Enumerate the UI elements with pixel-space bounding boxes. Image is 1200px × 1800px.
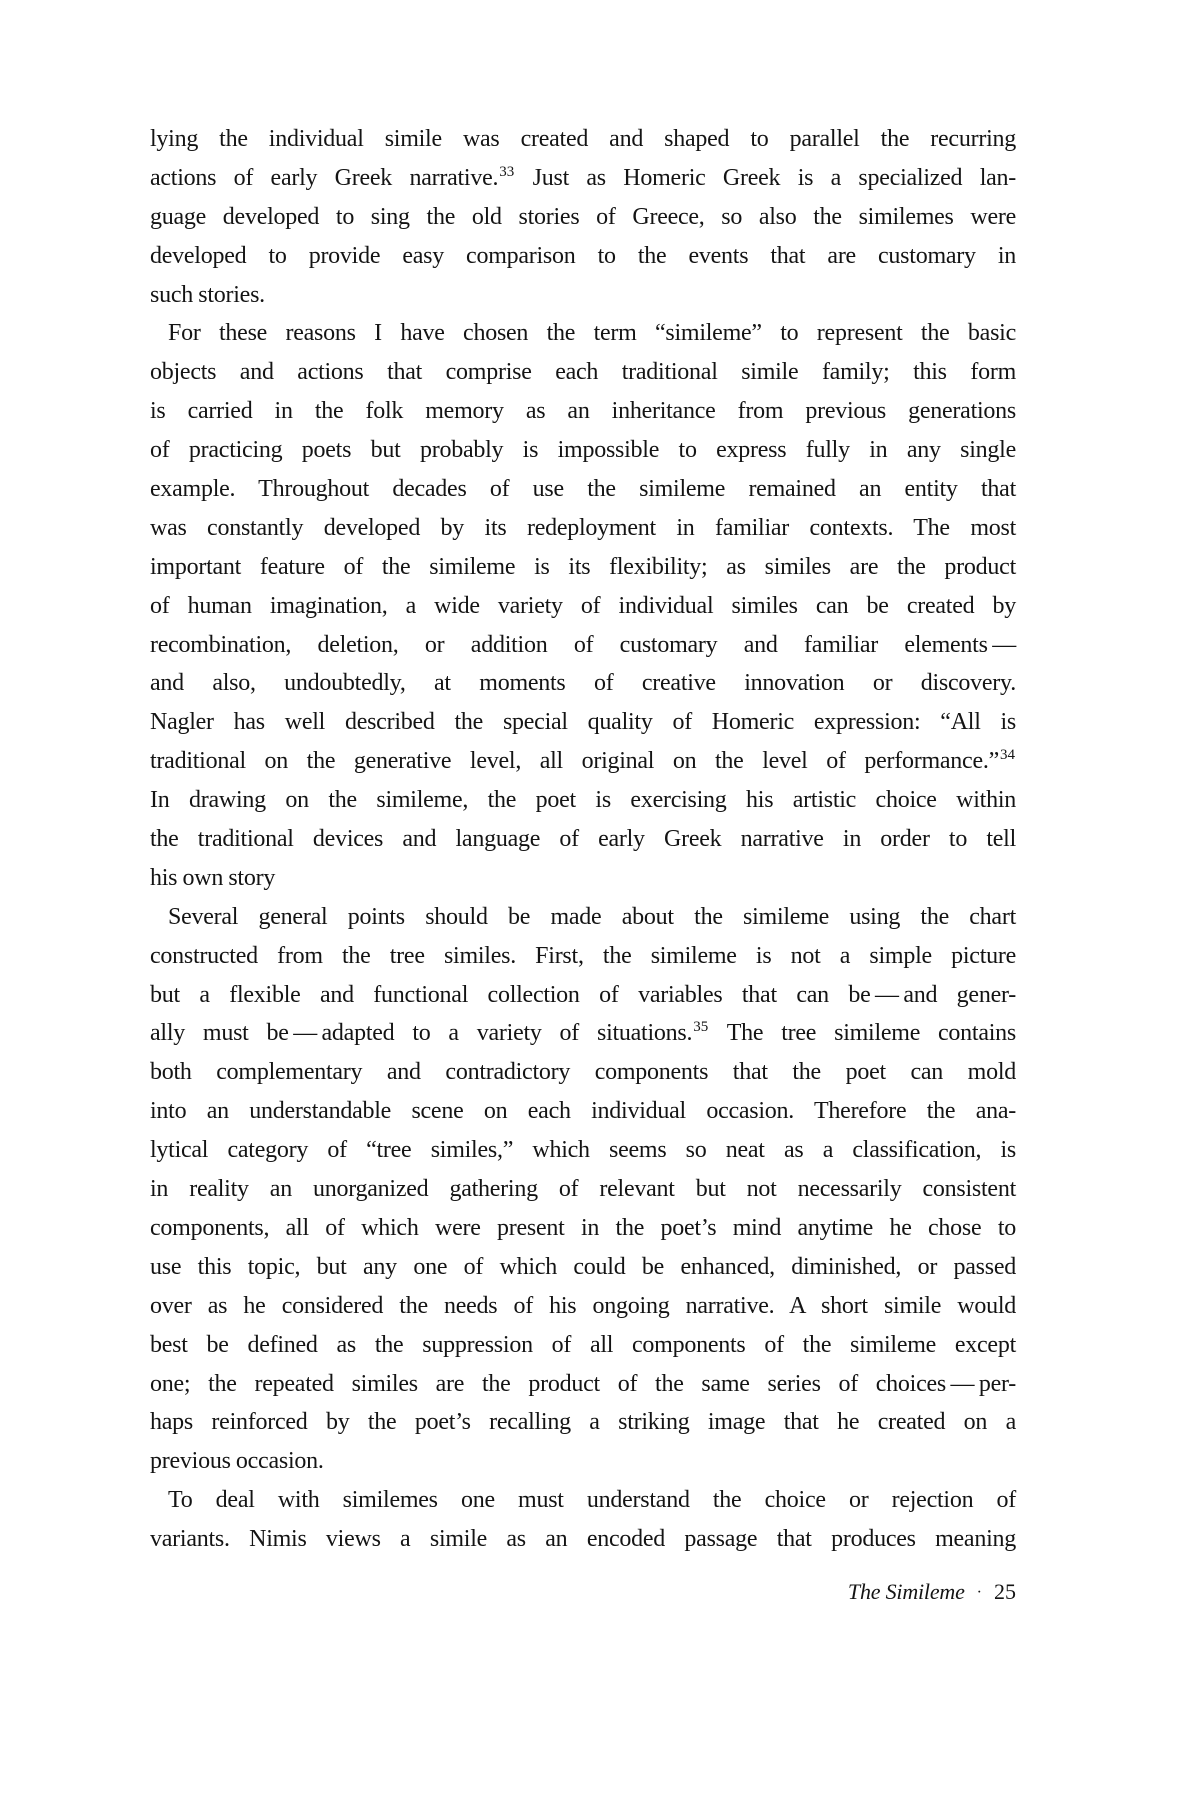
footnote-marker: 35: [693, 1019, 709, 1036]
text-run: previous occasion.: [150, 1448, 324, 1475]
text-run: use this topic, but any one of which could be enhanced, diminished, or passed: [150, 1253, 1016, 1280]
text-line: [150, 470, 1016, 509]
text-line: [150, 1014, 1016, 1053]
text-line: [150, 781, 1016, 820]
text-line: [150, 664, 1016, 703]
text-line: [150, 392, 1016, 431]
text-line: [150, 509, 1016, 548]
footer-separator: ·: [976, 1584, 982, 1601]
text-line: [150, 859, 1016, 898]
text-line: [150, 1170, 1016, 1209]
running-title: The Simileme: [847, 1579, 965, 1604]
text-run: lytical category of “tree similes,” which seems so neat as a classification, is: [150, 1137, 1016, 1164]
text-line: [150, 1209, 1016, 1248]
text-line: [150, 198, 1016, 237]
text-run: The tree simileme contains: [709, 1020, 1016, 1047]
text-run: Nagler has well described the special quality of Homeric expression: “All is: [150, 709, 1016, 736]
text-line: [150, 898, 1016, 937]
text-run: in reality an unorganized gathering of relevant but not necessarily consistent: [150, 1176, 1016, 1203]
text-run: is carried in the folk memory as an inheritance from previous generations: [150, 398, 1016, 425]
text-run: was constantly developed by its redeployment in familiar contexts. The most: [150, 514, 1016, 541]
text-line: [150, 1365, 1016, 1404]
text-line: [150, 820, 1016, 859]
text-line: [150, 1481, 1016, 1520]
text-run: the traditional devices and language of early Greek narrative in order to tell: [150, 826, 1016, 853]
text-run: constructed from the tree similes. First, the simileme is not a simple picture: [150, 942, 1016, 969]
text-run: variants. Nimis views a simile as an encoded passage that produces meaning: [150, 1526, 1016, 1553]
text-run: ally must be — adapted to a variety of situations.: [150, 1020, 693, 1047]
paragraph: [150, 120, 1016, 314]
text-line: [150, 742, 1016, 781]
text-line: [150, 1442, 1016, 1481]
text-line: [150, 1131, 1016, 1170]
text-run: one; the repeated similes are the product of the same series of choices — per-: [150, 1370, 1016, 1397]
text-run: actions of early Greek narrative.: [150, 164, 499, 191]
paragraph: [150, 898, 1016, 1481]
text-run: of human imagination, a wide variety of individual similes can be created by: [150, 592, 1016, 619]
text-run: but a flexible and functional collection of variables that can be — and gener-: [150, 981, 1016, 1008]
text-line: [150, 703, 1016, 742]
text-run: objects and actions that comprise each traditional simile family; this form: [150, 359, 1016, 386]
text-line: [150, 1520, 1016, 1559]
text-line: [150, 1326, 1016, 1365]
text-line: [150, 1403, 1016, 1442]
text-run: into an understandable scene on each individual occasion. Therefore the ana-: [150, 1098, 1016, 1125]
text-run: best be defined as the suppression of all components of the simileme except: [150, 1331, 1016, 1358]
text-run: Several general points should be made about the simileme using the chart: [168, 903, 1016, 930]
text-line: [150, 937, 1016, 976]
text-line: [150, 1287, 1016, 1326]
text-run: such stories.: [150, 281, 265, 308]
text-line: [150, 431, 1016, 470]
paragraph: [150, 1481, 1016, 1559]
footnote-marker: 34: [1000, 747, 1015, 764]
text-run: recombination, deletion, or addition of customary and familiar elements —: [150, 631, 1016, 658]
text-run: For these reasons I have chosen the term “simileme” to represent the basic: [168, 320, 1016, 347]
text-run: components, all of which were present in the poet’s mind anytime he chose to: [150, 1214, 1016, 1241]
text-run: lying the individual simile was created and shaped to parallel the recurring: [150, 126, 1016, 152]
text-run: over as he considered the needs of his ongoing narrative. A short simile would: [150, 1292, 1016, 1319]
text-run: guage developed to sing the old stories of Greece, so also the similemes were: [150, 203, 1016, 230]
text-run: To deal with similemes one must understand the choice or rejection of: [168, 1487, 1016, 1514]
text-line: [150, 276, 1016, 315]
text-run: both complementary and contradictory components that the poet can mold: [150, 1059, 1016, 1086]
paragraph: [150, 314, 1016, 897]
text-line: [150, 1053, 1016, 1092]
text-line: [150, 353, 1016, 392]
text-run: haps reinforced by the poet’s recalling a striking image that he created on a: [150, 1409, 1016, 1436]
body-text: [150, 120, 1016, 1559]
text-line: [150, 587, 1016, 626]
text-run: developed to provide easy comparison to the events that are customary in: [150, 242, 1016, 269]
text-line: [150, 1092, 1016, 1131]
text-line: [150, 237, 1016, 276]
text-run: Just as Homeric Greek is a specialized lan-: [515, 164, 1017, 191]
text-line: [150, 1248, 1016, 1287]
text-line: [150, 976, 1016, 1015]
text-line: [150, 159, 1016, 198]
text-line: [150, 314, 1016, 353]
text-run: and also, undoubtedly, at moments of creative innovation or discovery.: [150, 670, 1016, 697]
text-run: In drawing on the simileme, the poet is exercising his artistic choice within: [150, 787, 1016, 814]
text-run: of practicing poets but probably is impossible to express fully in any single: [150, 437, 1016, 464]
running-footer: [848, 1575, 1016, 1609]
text-line: [150, 120, 1016, 159]
text-run: example. Throughout decades of use the simileme remained an entity that: [150, 476, 1016, 503]
page-number: 25: [994, 1579, 1016, 1604]
text-line: [150, 626, 1016, 665]
footnote-marker: 33: [499, 163, 515, 180]
text-run: important feature of the simileme is its flexibility; as similes are the product: [150, 553, 1016, 580]
text-line: [150, 548, 1016, 587]
text-run: traditional on the generative level, all original on the level of performance.”: [150, 748, 999, 775]
text-run: his own story: [150, 864, 276, 891]
